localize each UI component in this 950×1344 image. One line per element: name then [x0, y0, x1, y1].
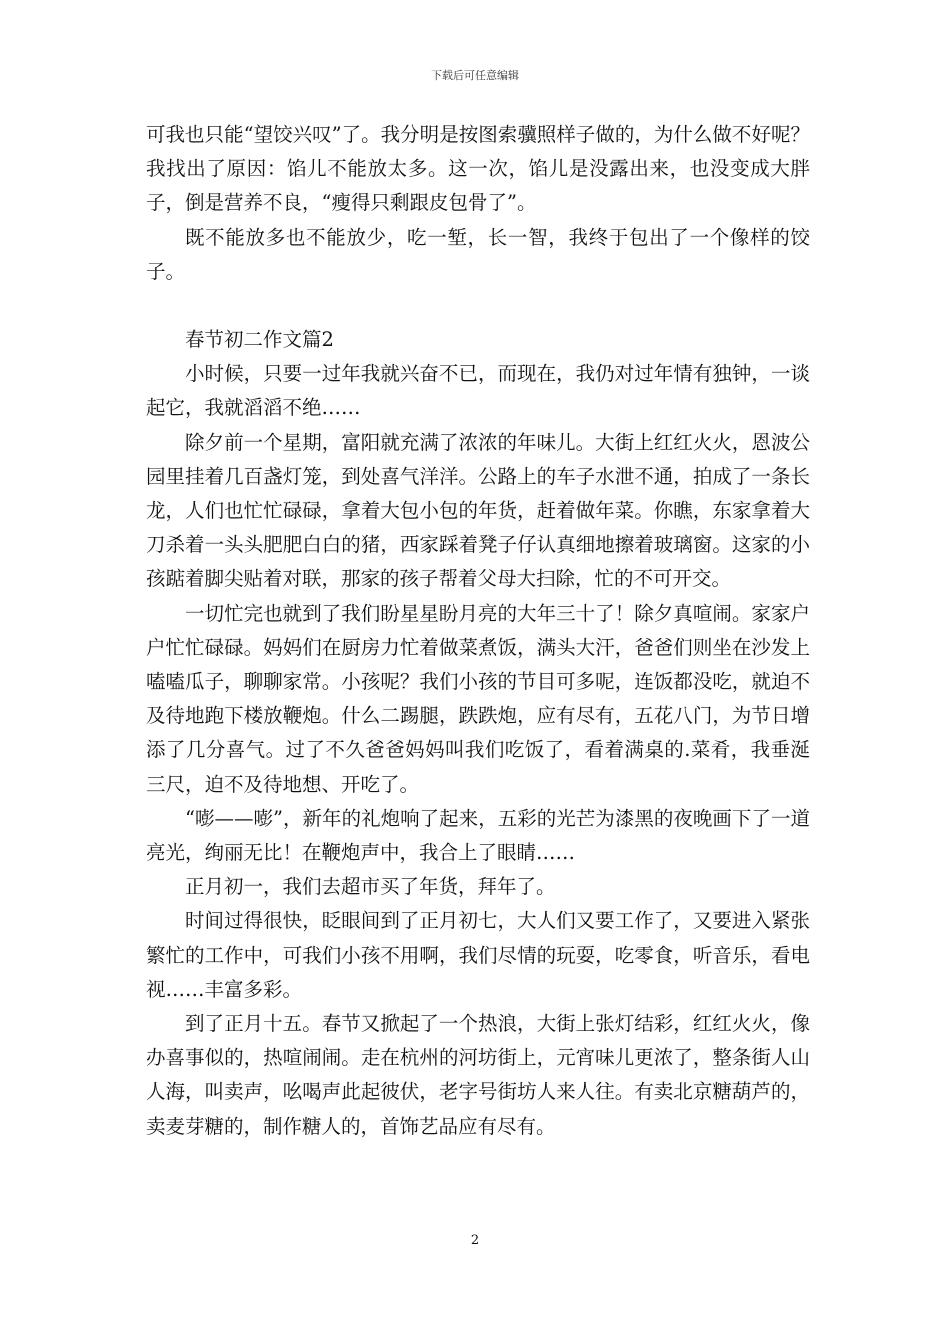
- section-gap: [146, 289, 810, 323]
- paragraph: 正月初一，我们去超市买了年货，拜年了。: [185, 875, 556, 899]
- page-number: 2: [470, 1233, 480, 1248]
- paragraph: 时间过得很快，眨眼间到了正月初七，大人们又要工作了，又要进入紧张繁忙的工作中，可我们小孩不用啊，我们尽情的玩耍，吃零食，听音乐，看电视……丰富多彩。: [146, 909, 810, 1001]
- paragraph: 一切忙完也就到了我们盼星星盼月亮的大年三十了！除夕真喧闹。家家户户忙忙碌碌。妈妈们在厨房力忙着做菜煮饭，满头大汗，爸爸们则坐在沙发上嗑嗑瓜子，聊聊家常。小孩呢？我们小孩的节目可多呢，连饭都没吃，就迫不及待地跑下楼放鞭炮。什么二踢腿，跌跌炮，应有尽有，五花八门，为节日增添了几分喜气。过了不久爸爸妈妈叫我们吃饭了，看着满桌的.菜肴，我垂涎三尺，迫不及待地想、开吃了。: [146, 601, 810, 796]
- paragraph: “嘭——嘭”，新年的礼炮响了起来，五彩的光芒为漆黑的夜晚画下了一道亮光，绚丽无比！在鞭炮声中，我合上了眼睛……: [146, 806, 810, 865]
- page-header: 下载后可任意编辑: [431, 69, 519, 82]
- document-body: [146, 118, 810, 1144]
- paragraph: 除夕前一个星期，富阳就充满了浓浓的年味儿。大街上红红火火，恩波公园里挂着几百盏灯笼，到处喜气洋洋。公路上的车子水泄不通，拍成了一条长龙，人们也忙忙碌碌，拿着大包小包的年货，赶着做年菜。你瞧，东家拿着大刀杀着一头头肥肥白白的猪，西家踩着凳子仔认真细地擦着玻璃窗。这家的小孩踮着脚尖贴着对联，那家的孩子帮着父母大扫除，忙的不可开交。: [146, 430, 810, 591]
- section-title: 春节初二作文篇2: [185, 328, 334, 352]
- paragraph: 到了正月十五。春节又掀起了一个热浪，大街上张灯结彩，红红火火，像办喜事似的，热喧闹闹。走在杭州的河坊街上，元宵味儿更浓了，整条街人山人海，叫卖声，吆喝声此起彼伏，老字号街坊人来人往。有卖北京糖葫芦的，卖麦芽糖的，制作糖人的，首饰艺品应有尽有。: [146, 1012, 810, 1138]
- paragraph: 既不能放多也不能放少，吃一堑，长一智，我终于包出了一个像样的饺子。: [146, 225, 810, 283]
- paragraph: 可我也只能“望饺兴叹”了。我分明是按图索骥照样子做的，为什么做不好呢？我找出了原因：馅儿不能放太多。这一次，馅儿是没露出来，也没变成大胖子，倒是营养不良，“瘦得只剩跟皮包骨了”。: [146, 123, 810, 215]
- paragraph: 小时候，只要一过年我就兴奋不已，而现在，我仍对过年情有独钟，一谈起它，我就滔滔不绝……: [146, 362, 810, 420]
